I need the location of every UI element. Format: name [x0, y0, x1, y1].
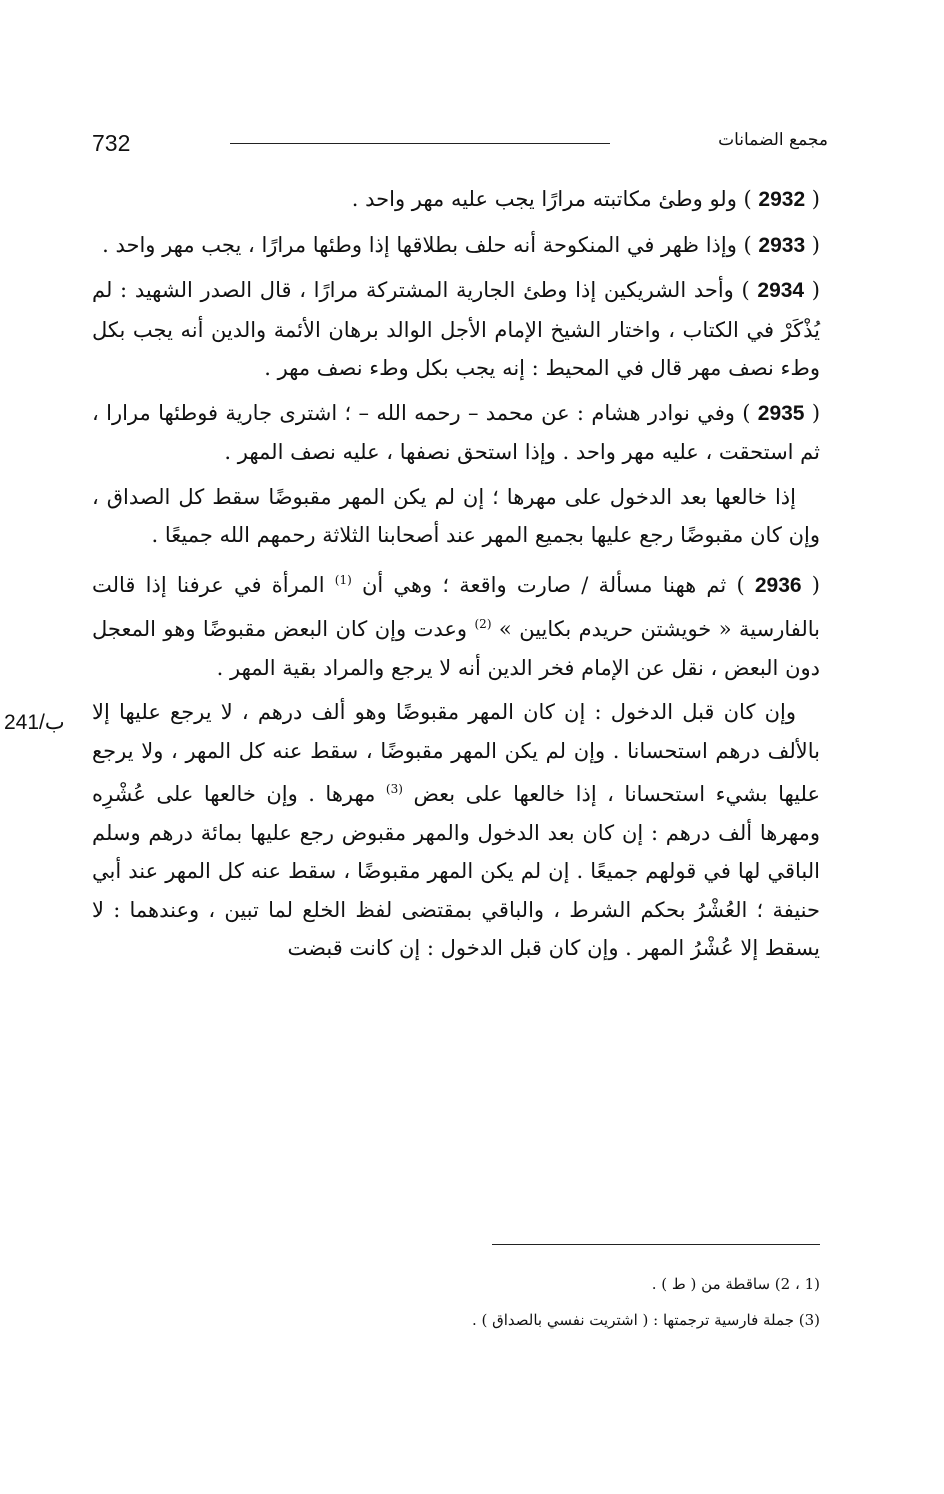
entry-number: 2932 [758, 188, 806, 211]
paragraph-2932 [92, 180, 820, 220]
footnote-ref-2: (2) [474, 617, 492, 631]
paragraph-text: وعدت وإن كان البعض مقبوضًا وهو المعجل دون البعض ، نقل عن الإمام فخر الدين أنه لا يرجع والمراد بقية المهر . [92, 617, 820, 680]
paragraph-text: المرأة في عرفنا إذا قالت بالفارسية « خويشتن حريدم بكايين » [92, 572, 820, 641]
entry-number: 2933 [758, 233, 806, 257]
footnote-3: (3) جملة فارسية ترجمتها : ( اشتريت نفسي بالصداق ) . [471, 1311, 820, 1329]
paragraph-text: مهرها . وإن خالعها على عُشْرِه ومهرها ألف درهم : إن كان بعد الدخول والمهر مقبوض رجع عليها بمائة درهم وسلم الباقي لها في قولهم جميعًا . إن لم يكن المهر مقبوضًا ، سقط عنه كل المهر عند أبي حنيفة ؛ العُشْرُ بحكم الشرط ، والباقي بمقتضى لفظ الخلع لما تبين ، وعندهما : لا يسقط إلا عُشْرُ المهر . وإن كان قبل الدخول : إن كانت قبضت [92, 782, 820, 960]
paren-open: ( [804, 400, 821, 425]
paragraph-2936 [92, 561, 820, 688]
entry-number: 2936 [754, 573, 802, 597]
footnote-ref-3: (3) [385, 782, 403, 796]
entry-number: 2934 [757, 279, 805, 302]
page-number: 732 [92, 130, 131, 156]
footnote-1-2: (1 ، 2) ساقطة من ( ط ) . [651, 1275, 820, 1293]
main-text [92, 180, 820, 974]
paragraph-text: إذا خالعها بعد الدخول على مهرها ؛ إن لم يكن المهر مقبوضًا سقط كل الصداق ، وإن كان مقبوضًا رجع عليها بجميع المهر عند أصحابنا الثلاثة رحمهم الله جميعًا . [92, 484, 820, 547]
paragraph-text: ) وفي نوادر هشام : عن محمد – رحمه الله – ؛ اشترى جارية فوطئها مرارا ، ثم استحقت ، عليه مهر واحد . وإذا استحق نصفها ، عليه نصف المهر . [92, 400, 820, 464]
paren-open: ( [804, 278, 820, 302]
paragraph-text: ) ثم ههنا مسألة / صارت واقعة ؛ وهي أن [351, 572, 755, 597]
paragraph-text: ) ولو وطئ مكاتبته مرارًا يجب عليه مهر واحد . [351, 187, 759, 211]
entry-number: 2935 [757, 401, 805, 425]
paragraph-khul-after-consummation [92, 478, 820, 555]
footnote-rule [492, 1244, 820, 1245]
paragraph-text: وإن كان قبل الدخول : إن كان المهر مقبوضًا وهو ألف درهم ، لا يرجع عليها إلا بالألف درهم استحسانا . وإن لم يكن المهر مقبوضًا ، سقط عنه كل المهر ، ولا يرجع عليها بشيء استحسانا ، إذا خالعها على بعض [92, 700, 820, 806]
footnotes [92, 1266, 820, 1338]
paren-open: ( [801, 572, 820, 597]
page-header [92, 130, 828, 166]
paragraph-2935 [92, 394, 820, 472]
paragraph-before-consummation [92, 693, 820, 968]
paren-open: ( [805, 232, 820, 257]
paragraph-text: ) وأحد الشريكين إذا وطئ الجارية المشتركة مرارًا ، قال الصدر الشهيد : لم يُذْكَرْ في الكتاب ، واختار الشيخ الإمام الأجل الوالد برهان الأئمة والدين أنه يجب بكل وطء نصف مهر قال في المحيط : إنه يجب بكل وطء نصف مهر . [92, 278, 820, 380]
paren-open: ( [805, 187, 820, 211]
footnote-ref-1: (1) [334, 572, 352, 587]
paragraph-text: ) وإذا ظهر في المنكوحة أنه حلف بطلاقها إذا وطئها مرارًا ، يجب مهر واحد . [102, 232, 759, 257]
header-rule [230, 143, 610, 144]
running-title: مجمع الضمانات [718, 130, 828, 150]
margin-folio-note: 241/ب [4, 711, 65, 734]
paragraph-2933 [92, 226, 820, 266]
paragraph-2934 [92, 271, 820, 388]
